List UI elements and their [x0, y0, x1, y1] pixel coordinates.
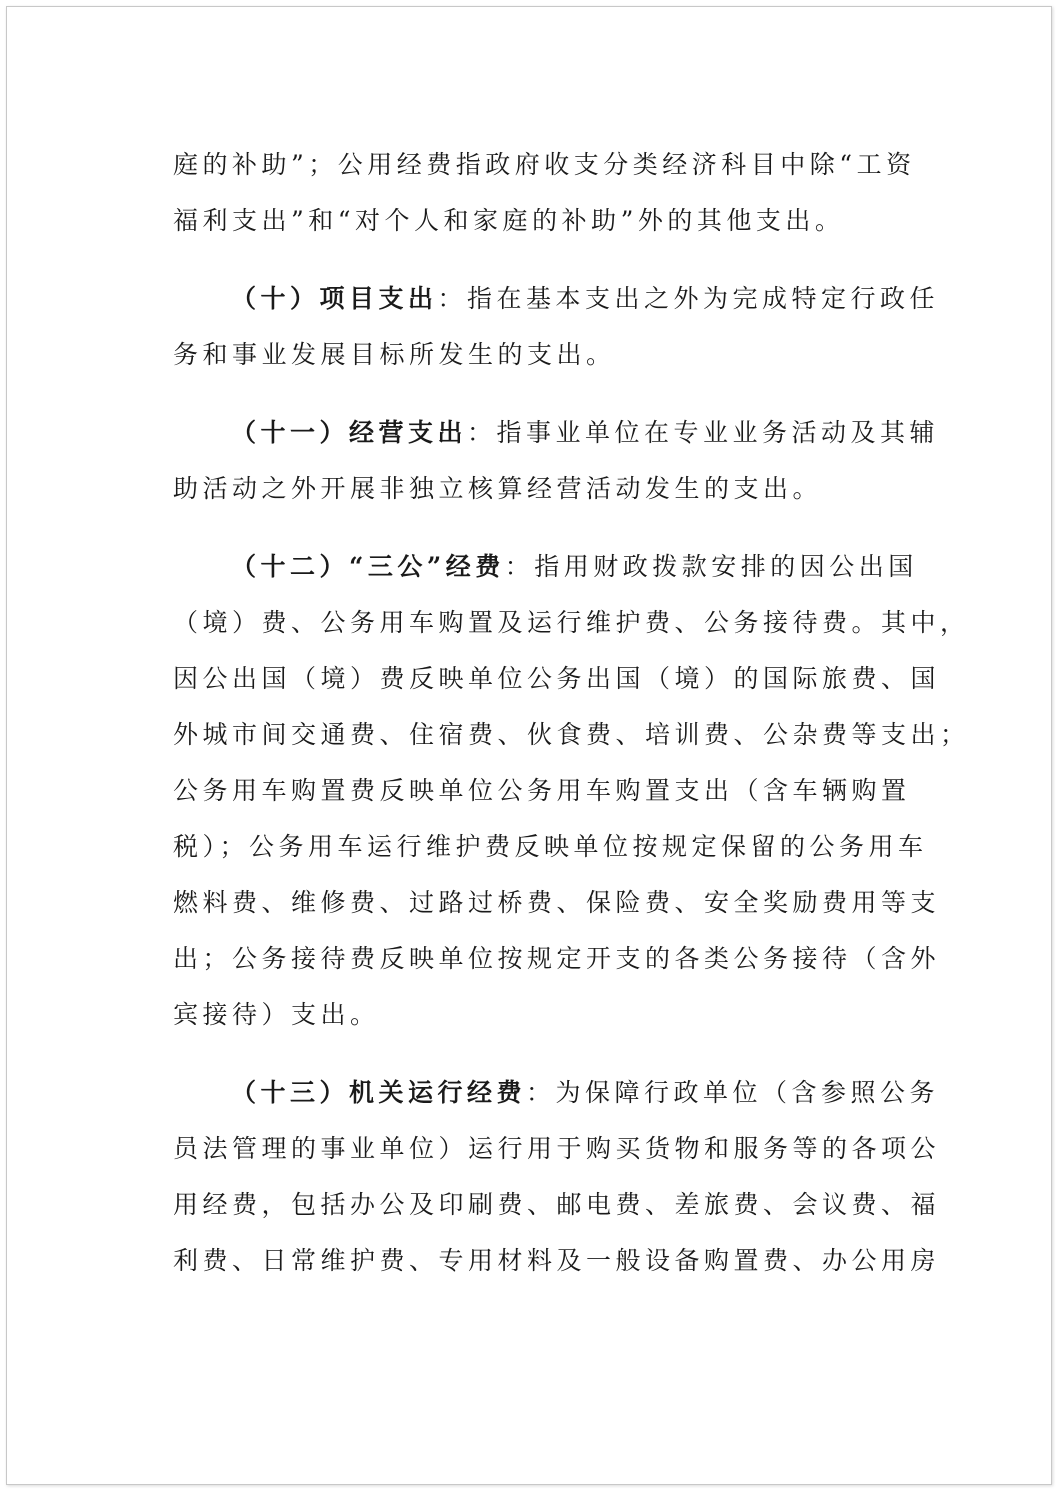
text-line [173, 1065, 940, 1121]
text-line [173, 405, 940, 461]
text-line: 福利支出”和“对个人和家庭的补助”外的其他支出。 [173, 206, 845, 235]
term-heading: （十三）机关运行经费 [231, 1078, 527, 1107]
paragraph [173, 1065, 941, 1289]
text-line: 助活动之外开展非独立核算经营活动发生的支出。 [173, 474, 823, 503]
text-line: 税）；公务用车运行维护费反映单位按规定保留的公务用车 [173, 832, 928, 861]
text-line: 出；公务接待费反映单位按规定开支的各类公务接待（含外 [173, 944, 941, 973]
text-line: 庭的补助”；公用经费指政府收支分类经济科目中除“工资 [173, 150, 916, 179]
text-line: 外城市间交通费、住宿费、伙食费、培训费、公杂费等支出； [173, 720, 970, 749]
text-line: 利费、日常维护费、专用材料及一般设备购置费、办公用房 [173, 1246, 941, 1275]
term-definition: ：为保障行政单位（含参照公务 [526, 1078, 940, 1107]
paragraph [173, 405, 940, 517]
text-line: （境）费、公务用车购置及运行维护费、公务接待费。其中， [173, 608, 970, 637]
paragraph [173, 137, 916, 249]
text-line: 用经费，包括办公及印刷费、邮电费、差旅费、会议费、福 [173, 1190, 941, 1219]
text-line [173, 539, 918, 595]
document-page [6, 6, 1052, 1485]
text-line [173, 271, 940, 327]
paragraph [173, 271, 940, 383]
term-definition: ：指在基本支出之外为完成特定行政任 [437, 284, 940, 313]
term-heading: （十一）经营支出 [231, 418, 468, 447]
text-line: 员法管理的事业单位）运行用于购买货物和服务等的各项公 [173, 1134, 941, 1163]
paragraph [173, 539, 970, 1043]
term-heading: （十二）“三公”经费 [231, 552, 505, 581]
text-line: 宾接待）支出。 [173, 1000, 380, 1029]
term-definition: ：指事业单位在专业业务活动及其辅 [467, 418, 940, 447]
text-line: 燃料费、维修费、过路过桥费、保险费、安全奖励费用等支 [173, 888, 941, 917]
text-line: 务和事业发展目标所发生的支出。 [173, 340, 616, 369]
text-line: 因公出国（境）费反映单位公务出国（境）的国际旅费、国 [173, 664, 941, 693]
term-heading: （十）项目支出 [231, 284, 438, 313]
term-definition: ：指用财政拨款安排的因公出国 [504, 552, 918, 581]
text-line: 公务用车购置费反映单位公务用车购置支出（含车辆购置 [173, 776, 911, 805]
document-body [173, 137, 970, 1289]
